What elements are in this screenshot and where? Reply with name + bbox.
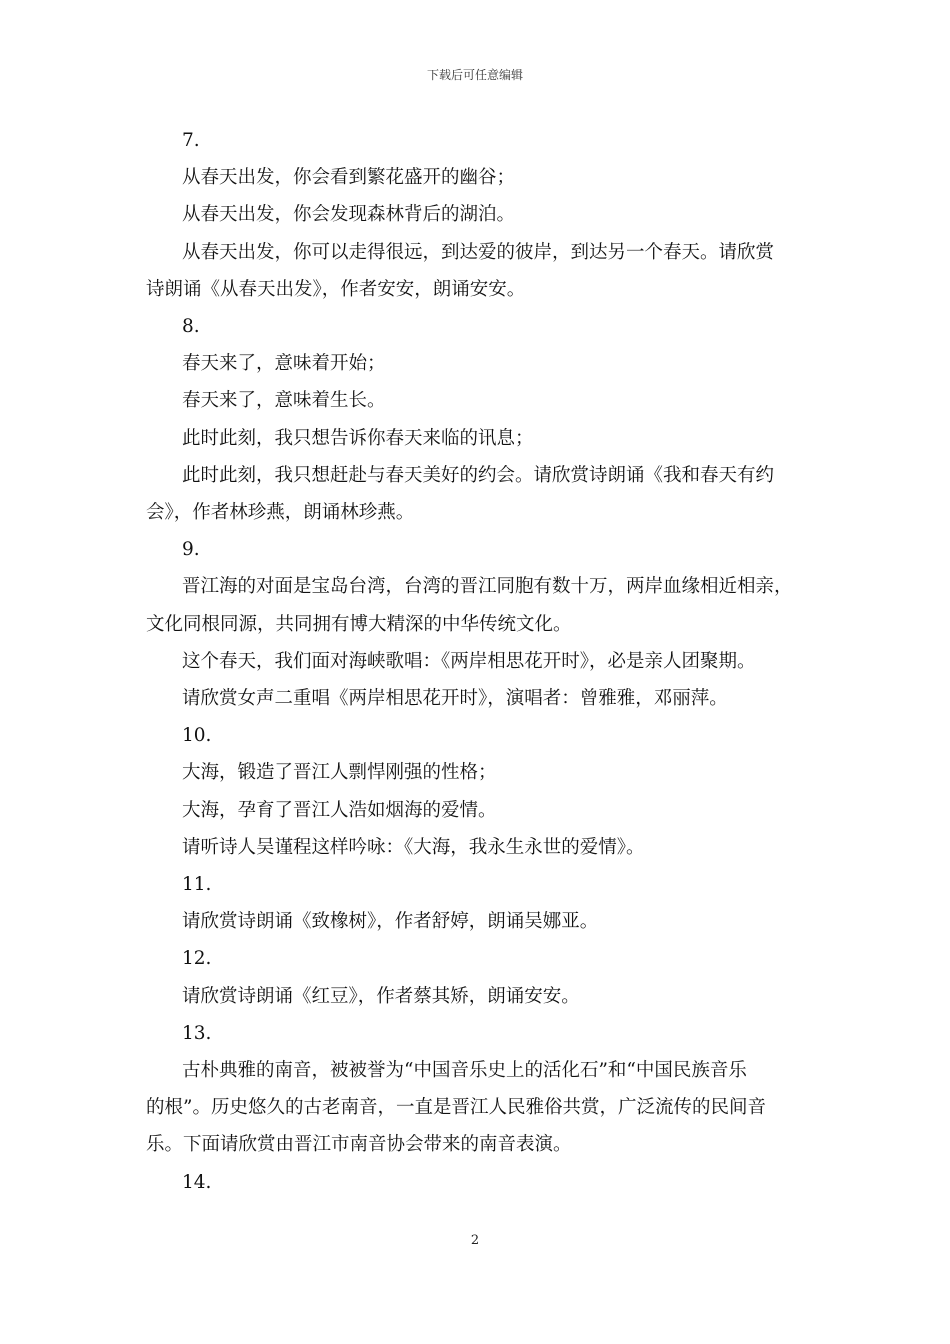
paragraph-line: 此时此刻，我只想告诉你春天来临的讯息； xyxy=(182,427,534,449)
paragraph-line: 大海，锻造了晋江人剽悍刚强的性格； xyxy=(182,762,497,784)
page-number: 2 xyxy=(470,1233,480,1248)
paragraph-line: 晋江海的对面是宝岛台湾，台湾的晋江同胞有数十万，两岸血缘相近相亲， xyxy=(182,576,793,598)
paragraph-line: 请欣赏诗朗诵《致橡树》，作者舒婷，朗诵吴娜亚。 xyxy=(182,911,599,933)
section-number: 8. xyxy=(182,316,200,338)
section-number: 10. xyxy=(182,725,212,747)
page-header: 下载后可任意编辑 xyxy=(426,68,523,82)
section-number: 14. xyxy=(182,1171,212,1193)
paragraph-line: 请欣赏女声二重唱《两岸相思花开时》，演唱者：曾雅雅，邓丽萍。 xyxy=(182,688,728,710)
paragraph-line: 文化同根同源，共同拥有博大精深的中华传统文化。 xyxy=(146,613,572,635)
paragraph-line: 古朴典雅的南音，被被誉为“中国音乐史上的活化石”和“中国民族音乐 xyxy=(182,1060,747,1082)
paragraph-line: 诗朗诵《从春天出发》，作者安安，朗诵安安。 xyxy=(146,278,526,300)
paragraph-line: 请欣赏诗朗诵《红豆》，作者蔡其矫，朗诵安安。 xyxy=(182,985,580,1007)
section-number: 12. xyxy=(182,948,212,970)
paragraph-line: 请听诗人吴谨程这样吟咏：《大海，我永生永世的爱情》。 xyxy=(182,836,645,858)
paragraph-line: 春天来了，意味着开始； xyxy=(182,353,386,375)
paragraph-line: 这个春天，我们面对海峡歌唱：《两岸相思花开时》，必是亲人团聚期。 xyxy=(182,650,756,672)
section-number: 11. xyxy=(182,874,212,896)
section-number: 9. xyxy=(182,539,200,561)
paragraph-line: 从春天出发，你会发现森林背后的湖泊。 xyxy=(182,204,516,226)
section-number: 13. xyxy=(182,1022,212,1044)
paragraph-line: 此时此刻，我只想赶赴与春天美好的约会。请欣赏诗朗诵《我和春天有约 xyxy=(182,464,775,486)
section-number: 7. xyxy=(182,130,200,151)
paragraph-line: 大海，孕育了晋江人浩如烟海的爱情。 xyxy=(182,799,497,821)
paragraph-line: 从春天出发，你会看到繁花盛开的幽谷； xyxy=(182,167,516,189)
paragraph-line: 的根”。历史悠久的古老南音，一直是晋江人民雅俗共赏，广泛流传的民间音 xyxy=(146,1097,766,1119)
paragraph-line: 会》，作者林珍燕，朗诵林珍燕。 xyxy=(146,502,415,524)
paragraph-line: 春天来了，意味着生长。 xyxy=(182,390,386,412)
paragraph-line: 从春天出发，你可以走得很远，到达爱的彼岸，到达另一个春天。请欣赏 xyxy=(182,241,775,263)
paragraph-line: 乐。下面请欣赏由晋江市南音协会带来的南音表演。 xyxy=(146,1134,572,1156)
document-body xyxy=(146,122,818,1201)
